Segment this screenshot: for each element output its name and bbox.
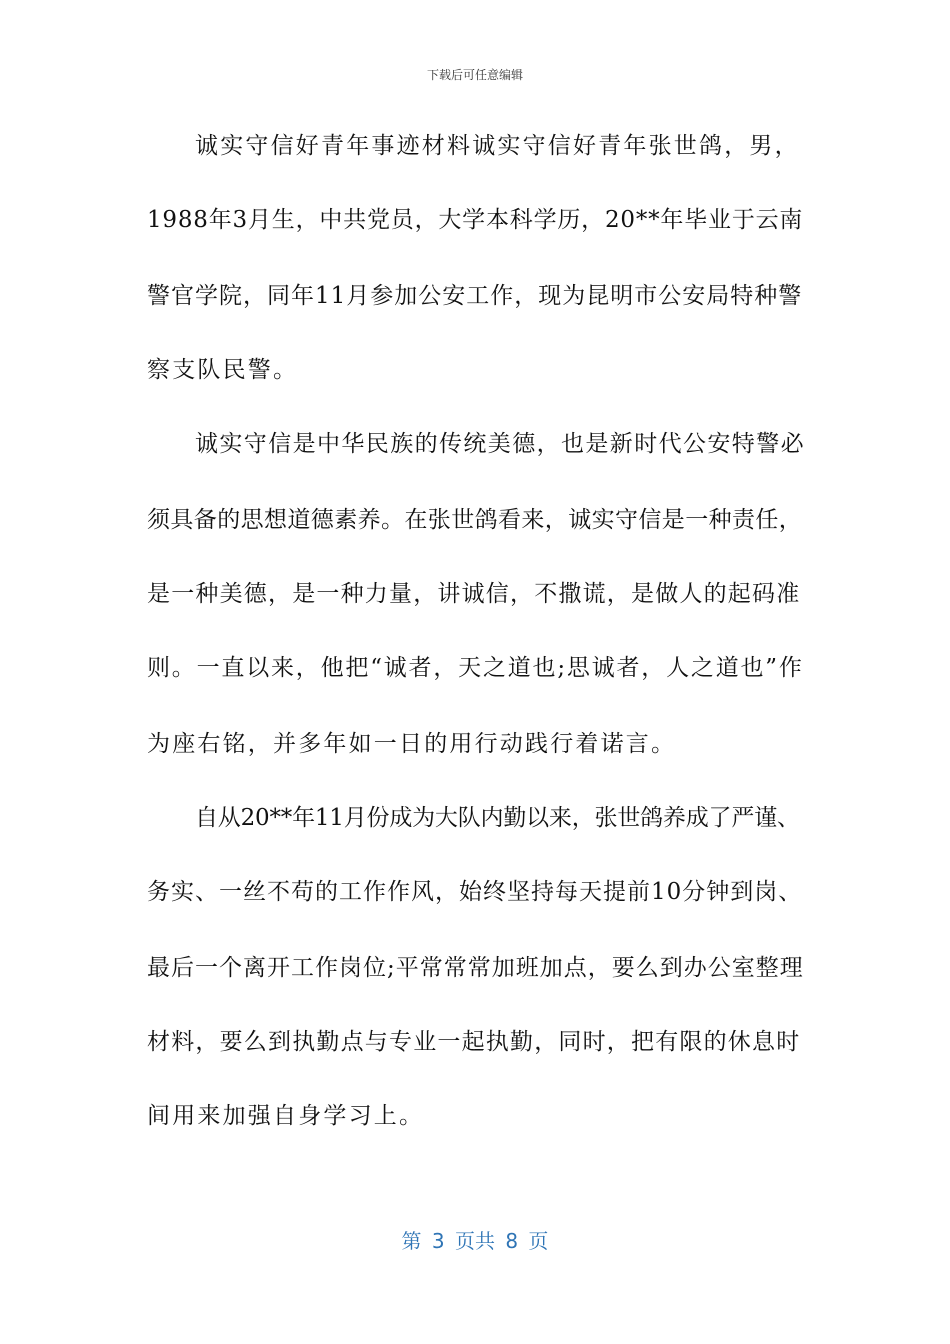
text-line: 最后一个离开工作岗位;平常常常加班加点，要么到办公室整理 [147, 955, 804, 981]
text-line: 须具备的思想道德素养。在张世鸽看来，诚实守信是一种责任， [147, 507, 803, 533]
text-line: 间用来加强自身学习上。 [147, 1103, 425, 1129]
text-line: 1988年3月生，中共党员，大学本科学历，20**年毕业于云南 [147, 207, 804, 233]
text-line: 警官学院，同年11月参加公安工作，现为昆明市公安局特种警 [147, 283, 803, 309]
text-line: 材料，要么到执勤点与专业一起执勤，同时，把有限的休息时 [147, 1029, 801, 1055]
text-line: 为座右铭，并多年如一日的用行动践行着诺言。 [147, 731, 677, 757]
text-line: 诚实守信是中华民族的传统美德，也是新时代公安特警必 [195, 431, 805, 457]
text-line: 自从20**年11月份成为大队内勤以来，张世鸽养成了严谨、 [195, 805, 800, 831]
text-line: 是一种美德，是一种力量，讲诚信，不撒谎，是做人的起码准 [147, 581, 801, 607]
text-line: 察支队民警。 [147, 357, 299, 383]
page-footer: 第 3 页共 8 页 [401, 1229, 549, 1253]
text-line: 则。一直以来，他把“诚者，天之道也;思诚者，人之道也”作 [147, 655, 804, 681]
text-line: 诚实守信好青年事迹材料诚实守信好青年张世鸽，男， [195, 133, 800, 159]
text-line: 务实、一丝不苟的工作作风，始终坚持每天提前10分钟到岗、 [147, 879, 803, 905]
page-header: 下载后可任意编辑 [426, 68, 523, 82]
